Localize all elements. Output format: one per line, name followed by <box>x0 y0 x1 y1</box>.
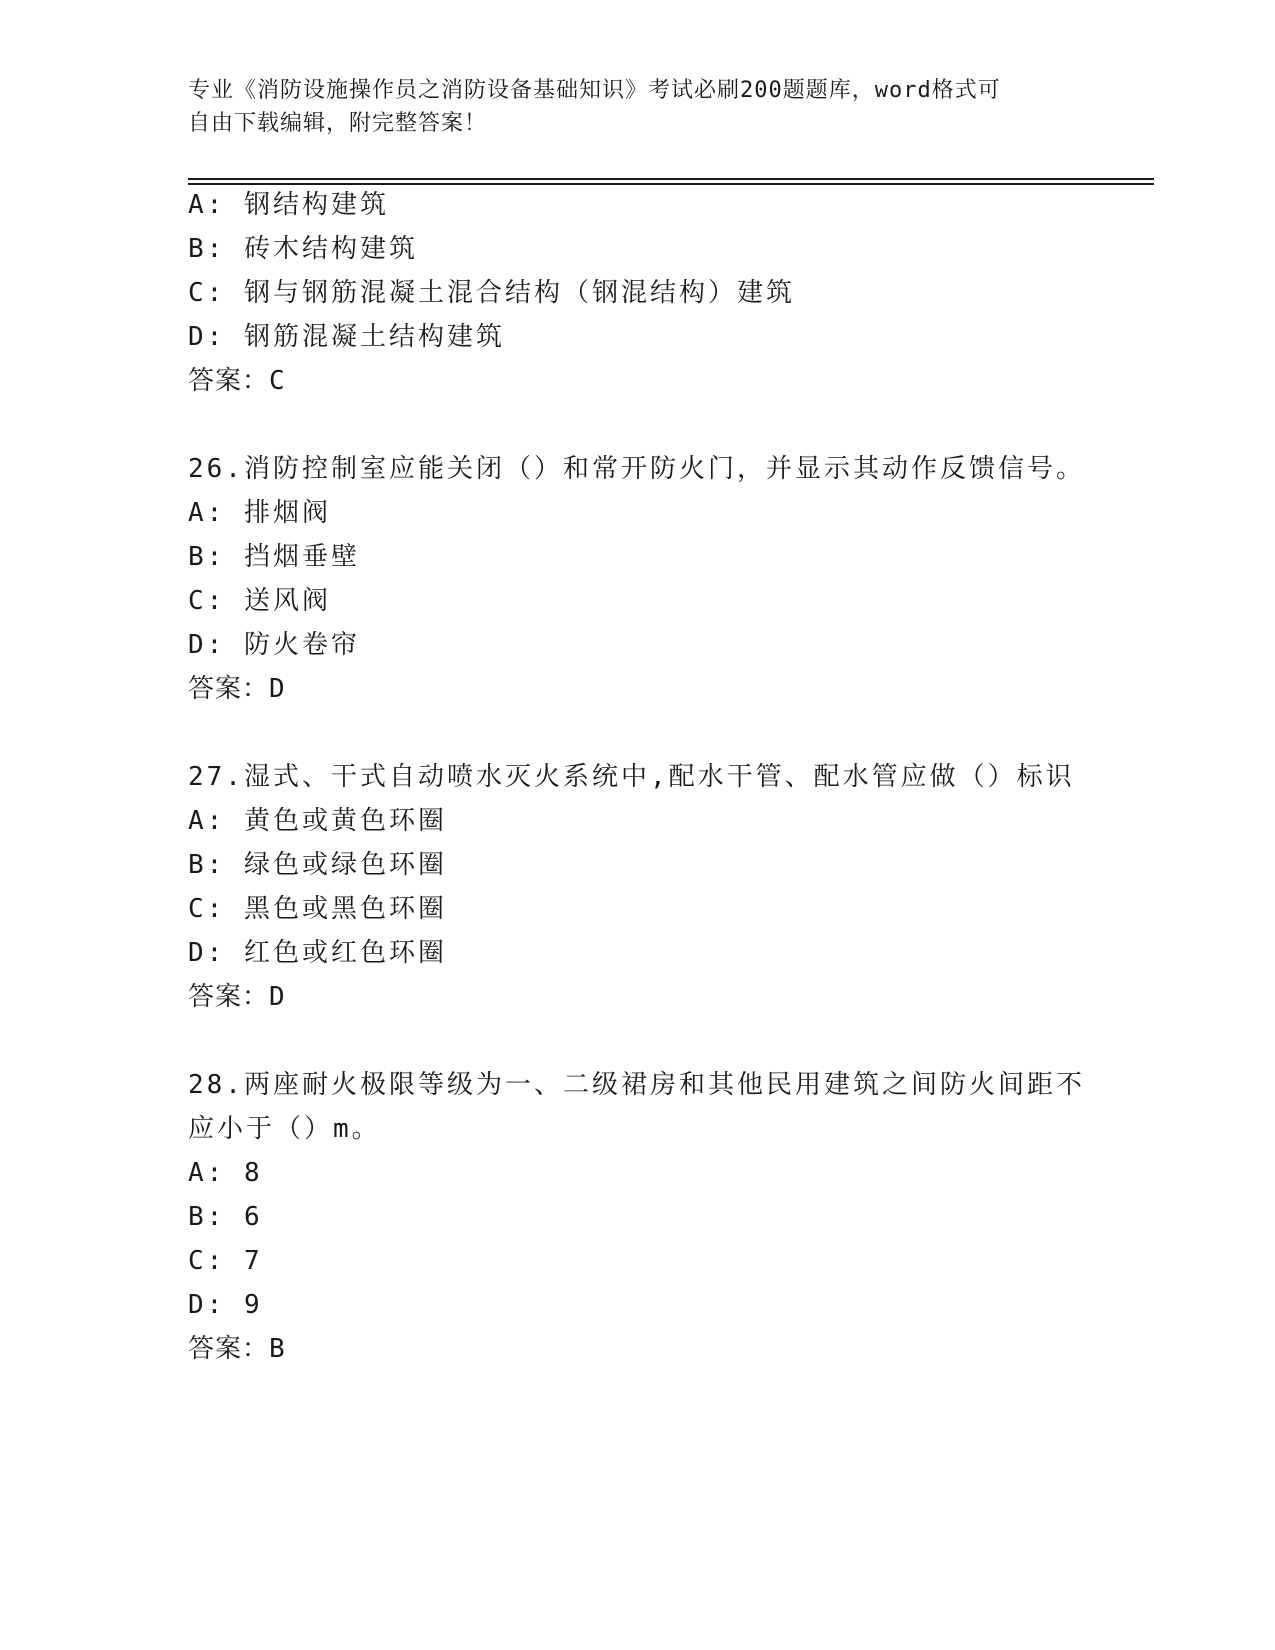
q28-question-line-2: 应小于（）m。 <box>188 1114 381 1144</box>
q26-option-d: D: 防火卷帘 <box>188 630 360 660</box>
q27-question: 27.湿式、干式自动喷水灭火系统中,配水干管、配水管应做（）标识 <box>188 762 1075 792</box>
q28-option-d: D: 9 <box>188 1290 263 1320</box>
q27-option-b: B: 绿色或绿色环圈 <box>188 850 447 880</box>
q28-option-c: C: 7 <box>188 1246 263 1276</box>
q25-option-d: D: 钢筋混凝土结构建筑 <box>188 322 505 352</box>
header-line-2: 自由下载编辑，附完整答案！ <box>188 111 488 136</box>
q28-question-line-1: 28.两座耐火极限等级为一、二级裙房和其他民用建筑之间防火间距不 <box>188 1070 1085 1100</box>
q25-option-c: C: 钢与钢筋混凝土混合结构（钢混结构）建筑 <box>188 278 795 308</box>
q27-option-c: C: 黑色或黑色环圈 <box>188 894 447 924</box>
q25-option-b: B: 砖木结构建筑 <box>188 234 418 264</box>
q26-option-a: A: 排烟阀 <box>188 498 331 528</box>
document-header <box>188 74 1068 140</box>
q25-answer: 答案：C <box>188 366 286 396</box>
q26-option-c: C: 送风阀 <box>188 586 331 616</box>
q26-answer: 答案：D <box>188 674 286 704</box>
q25-option-a: A: 钢结构建筑 <box>188 190 389 220</box>
header-line-1: 专业《消防设施操作员之消防设备基础知识》考试必刷200题题库，word格式可 <box>188 78 1001 103</box>
q26-question: 26.消防控制室应能关闭（）和常开防火门，并显示其动作反馈信号。 <box>188 454 1085 484</box>
q27-option-d: D: 红色或红色环圈 <box>188 938 447 968</box>
header-rule-top <box>188 178 1154 180</box>
q28-option-b: B: 6 <box>188 1202 263 1232</box>
q26-option-b: B: 挡烟垂壁 <box>188 542 360 572</box>
q27-answer: 答案：D <box>188 982 286 1012</box>
q28-option-a: A: 8 <box>188 1158 263 1188</box>
q28-answer: 答案：B <box>188 1334 286 1364</box>
header-rule-bottom <box>188 183 1154 185</box>
q27-option-a: A: 黄色或黄色环圈 <box>188 806 447 836</box>
